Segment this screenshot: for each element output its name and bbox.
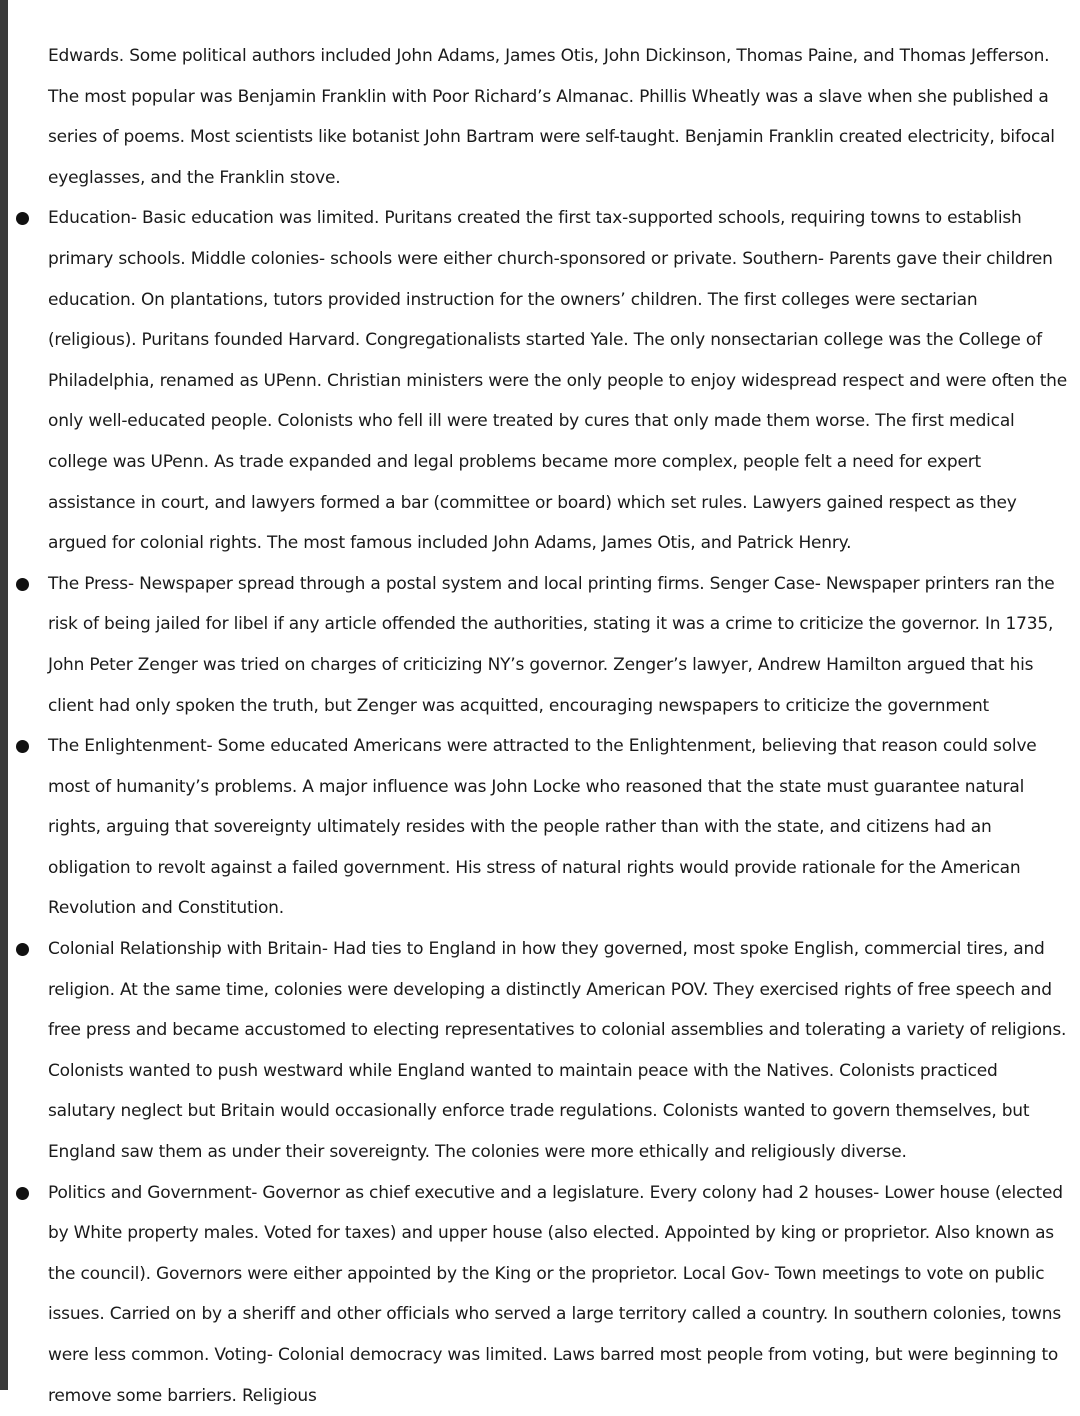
- notes-content: [38, 36, 1068, 1416]
- bullet-dot-icon: [16, 1187, 29, 1200]
- bullet-dot-icon: [16, 578, 29, 591]
- bullet-enlightenment-text: The Enlightenment- Some educated Americans were attracted to the Enlightenment, believing that reason could solve most of humanity’s problems. A major influence was John Locke who reasoned that the state must guarantee natural rights, arguing that sovereignty ultimately resides with the people rather than with the state, and citizens had an obligation to revolt against a failed government. His stress of natural rights would provide rationale for the American Revolution and Constitution.: [48, 736, 1037, 919]
- bullet-colonial-relationship: [38, 929, 1068, 1173]
- bullet-dot-icon: [16, 740, 29, 753]
- bullet-dot-icon: [16, 212, 29, 225]
- bullet-the-press-text: The Press- Newspaper spread through a postal system and local printing firms. Senger Case- Newspaper printers ran the risk of being jailed for libel if any article offended the authorities, stating it was a crime to criticize the governor. In 1735, John Peter Zenger was tried on charges of criticizing NY’s governor. Zenger’s lawyer, Andrew Hamilton argued that his client had only spoken the truth, but Zenger was acquitted, encouraging newspapers to criticize the government: [48, 573, 1055, 716]
- bullet-enlightenment: [38, 726, 1068, 929]
- bullet-dot-icon: [16, 943, 29, 956]
- bullet-colonial-relationship-text: Colonial Relationship with Britain- Had ties to England in how they governed, most spoke English, commercial tires, and religion. At the same time, colonies were developing a distinctly American POV. They exercised rights of free speech and free press and became accustomed to electing representatives to colonial assemblies and tolerating a variety of religions. Colonists wanted to push westward while England wanted to maintain peace with the Natives. Colonists practiced salutary neglect but Britain would occasionally enforce trade regulations. Colonists wanted to govern themselves, but England saw them as under their sovereignty. The colonies were more ethically and religiously diverse.: [48, 939, 1067, 1163]
- bullet-the-press: [38, 564, 1068, 726]
- bullet-politics-government-text: Politics and Government- Governor as chief executive and a legislature. Every colony had 2 houses- Lower house (elected by White property males. Voted for taxes) and upper house (also elected. Appointed by king or proprietor. Also known as the council). Governors were either appointed by the King or the proprietor. Local Gov- Town meetings to vote on public issues. Carried on by a sheriff and other officials who served a large territory called a country. In southern colonies, towns were less common. Voting- Colonial democracy was limited. Laws barred most people from voting, but were beginning to remove some barriers. Religious: [48, 1182, 1063, 1406]
- bullet-politics-government: [38, 1173, 1068, 1416]
- intro-paragraph: Edwards. Some political authors included John Adams, James Otis, John Dickinson, Thomas Paine, and Thomas Jefferson. The most popular was Benjamin Franklin with Poor Richard’s Almanac. Phillis Wheatly was a slave when she published a series of poems. Most scientists like botanist John Bartram were self-taught. Benjamin Franklin created electricity, bifocal eyeglasses, and the Franklin stove.: [48, 46, 1055, 188]
- bullet-education: [38, 198, 1068, 563]
- bullet-education-text: Education- Basic education was limited. Puritans created the first tax-supported schools, requiring towns to establish primary schools. Middle colonies- schools were either church-sponsored or private. Southern- Parents gave their children education. On plantations, tutors provided instruction for the owners’ children. The first colleges were sectarian (religious). Puritans founded Harvard. Congregationalists started Yale. The only nonsectarian college was the College of Philadelphia, renamed as UPenn. Christian ministers were the only people to enjoy widespread respect and were often the only well-educated people. Colonists who fell ill were treated by cures that only made them worse. The first medical college was UPenn. As trade expanded and legal problems became more complex, people felt a need for expert assistance in court, and lawyers formed a bar (committee or board) which set rules. Lawyers gained respect as they argued for colonial rights. The most famous included John Adams, James Otis, and Patrick Henry.: [48, 208, 1068, 554]
